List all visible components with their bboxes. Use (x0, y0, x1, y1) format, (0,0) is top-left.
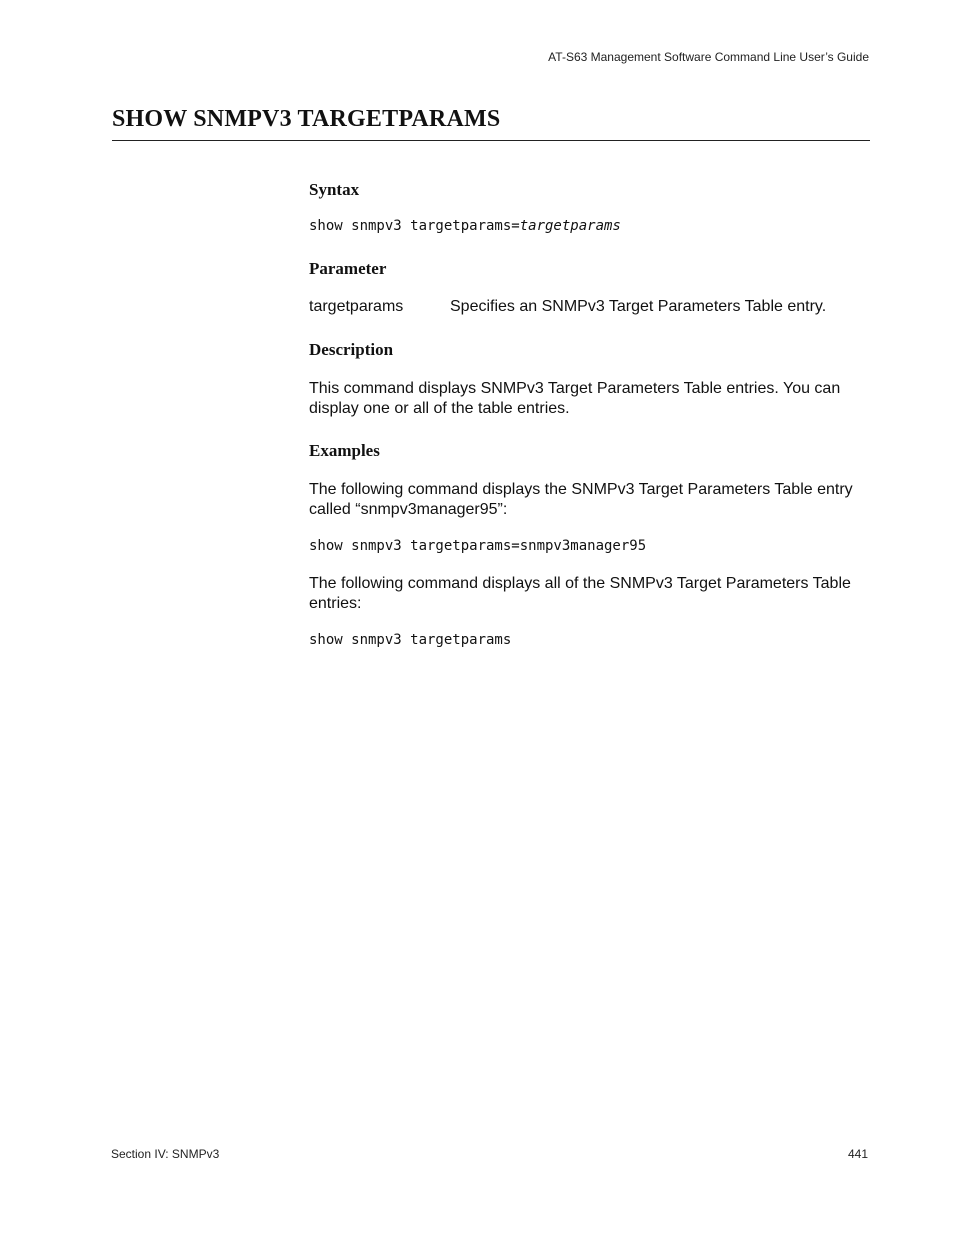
example-1-code: show snmpv3 targetparams=snmpv3manager95 (309, 538, 647, 554)
running-header: AT-S63 Management Software Command Line User’s Guide (548, 50, 869, 64)
syntax-command (309, 218, 621, 234)
parameter-name: targetparams (309, 298, 404, 315)
title-divider (112, 140, 870, 141)
syntax-argument: targetparams (519, 218, 621, 234)
footer-page-number: 441 (847, 1147, 868, 1161)
footer-section: Section IV: SNMPv3 (111, 1147, 220, 1161)
example-2-code: show snmpv3 targetparams (309, 632, 512, 648)
example-2-intro: The following command displays all of the SNMPv3 Target Parameters Table entries: (309, 575, 851, 612)
examples-heading: Examples (309, 441, 380, 460)
description-text: This command displays SNMPv3 Target Parameters Table entries. You can display one or all of the table entries. (309, 380, 841, 417)
parameter-heading: Parameter (309, 259, 387, 278)
page-title: SHOW SNMPV3 TARGETPARAMS (112, 106, 501, 132)
example-1-intro: The following command displays the SNMPv3 Target Parameters Table entry called “snmpv3manager95”: (309, 481, 853, 518)
syntax-command-text: show snmpv3 targetparams= (309, 218, 520, 234)
syntax-heading: Syntax (309, 180, 360, 199)
parameter-description: Specifies an SNMPv3 Target Parameters Table entry. (450, 298, 827, 315)
description-heading: Description (309, 340, 394, 359)
